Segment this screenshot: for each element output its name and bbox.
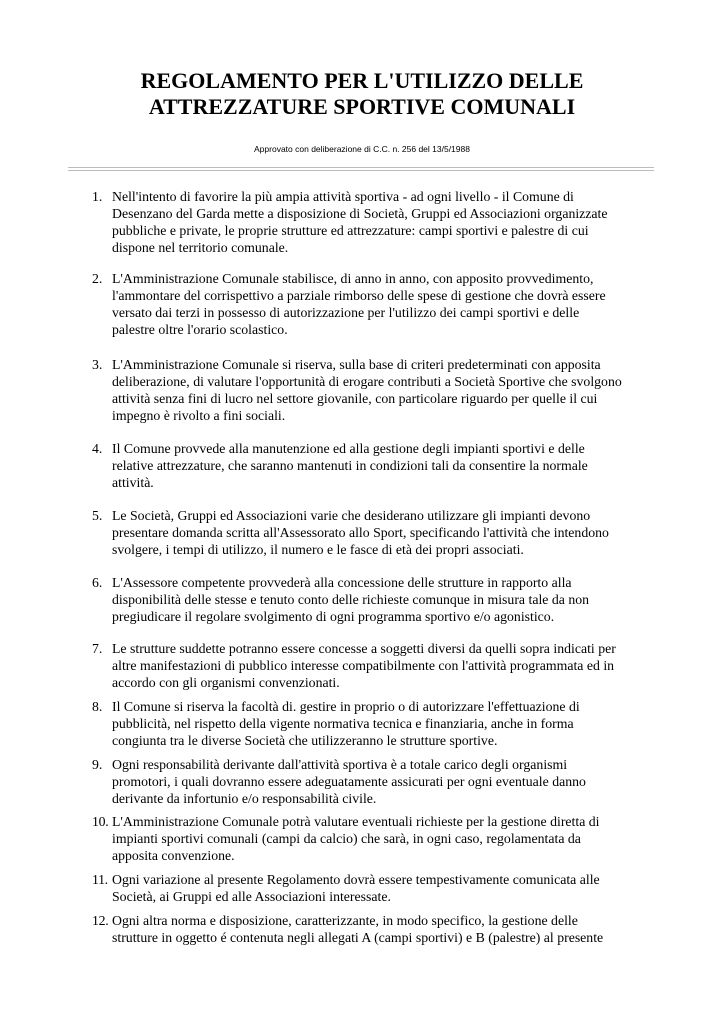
- item-text: L'Amministrazione Comunale si riserva, sulla base di criteri predeterminati con apposita deliberazione, di valutare l'opportunità di erogare contributi a Società Sportive che svolgono attività senza fini di lucro nel settore giovanile, con particolare riguardo per quelle il cui impegno è rivolto a fini sociali.: [112, 357, 622, 423]
- item-number: 5.: [92, 508, 103, 523]
- item-number: 11.: [92, 872, 108, 887]
- list-item: [92, 507, 652, 558]
- item-number: 10.: [92, 814, 109, 829]
- list-item: [92, 912, 652, 946]
- item-text: Le strutture suddette potranno essere concesse a soggetti diversi da quelli sopra indicati per altre manifestazioni di pubblico interesse compatibilmente con l'attività programmata ed in accordo con gli organismi convenzionati.: [112, 641, 616, 690]
- item-text: Ogni responsabilità derivante dall'attività sportiva è a totale carico degli organismi promotori, i quali dovranno essere adeguatamente assicurati per ogni eventuale danno derivante da infortunio e/o responsabilità civile.: [112, 757, 586, 806]
- item-text: Le Società, Gruppi ed Associazioni varie che desiderano utilizzare gli impianti devono presentare domanda scritta all'Assessorato allo Sport, specificando l'attività che intendono svolgere, i tempi di utilizzo, il numero e le fasce di età dei propri associati.: [112, 508, 609, 557]
- item-number: 1.: [92, 189, 103, 204]
- list-item: [92, 270, 652, 338]
- item-text: Nell'intento di favorire la più ampia attività sportiva - ad ogni livello - il Comune di Desenzano del Garda mette a disposizione di Società, Gruppi ed Associazioni organizzate pubbliche e private, le proprie strutture ed attrezzature: campi sportivi e palestre di cui dispone nel territorio comunale.: [112, 189, 608, 255]
- item-number: 2.: [92, 271, 103, 286]
- list-item: [92, 574, 652, 625]
- item-number: 4.: [92, 441, 103, 456]
- item-number: 7.: [92, 641, 103, 656]
- list-item: [92, 756, 652, 807]
- item-text: L'Assessore competente provvederà alla concessione delle strutture in rapporto alla disponibilità delle stesse e tenuto conto delle richieste comunque in misura tale da non pregiudicare il regolare svolgimento di ogni programma sportivo e/o agonistico.: [112, 575, 590, 624]
- item-number: 8.: [92, 699, 103, 714]
- item-text: Ogni altra norma e disposizione, caratterizzante, in modo specifico, la gestione delle strutture in oggetto é contenuta negli allegati A (campi sportivi) e B (palestre) al presente: [112, 913, 604, 945]
- title-line-2: ATTREZZATURE SPORTIVE COMUNALI: [148, 94, 576, 119]
- item-text: Ogni variazione al presente Regolamento dovrà essere tempestivamente comunicata alle Società, ai Gruppi ed alle Associazioni interessate.: [112, 872, 600, 904]
- title-line-1: REGOLAMENTO PER L'UTILIZZO DELLE: [140, 68, 584, 93]
- item-text: L'Amministrazione Comunale potrà valutare eventuali richieste per la gestione diretta di impianti sportivi comunali (campi da calcio) che sarà, in ogni caso, regolamentata da apposita convenzione.: [112, 814, 600, 863]
- list-item: [92, 640, 652, 691]
- list-item: [92, 356, 652, 424]
- item-number: 9.: [92, 757, 103, 772]
- item-text: Il Comune si riserva la facoltà di. gestire in proprio o di autorizzare l'effettuazione di pubblicità, nel rispetto della vigente normativa tecnica e finanziaria, anche in forma congiunta tra le diverse Società che utilizzeranno le strutture sportive.: [112, 699, 580, 748]
- item-text: Il Comune provvede alla manutenzione ed alla gestione degli impianti sportivi e delle relative attrezzature, che saranno mantenuti in condizioni tali da consentire la normale attività.: [112, 441, 588, 490]
- item-number: 12.: [92, 913, 109, 928]
- item-text: L'Amministrazione Comunale stabilisce, di anno in anno, con apposito provvedimento, l'ammontare del corrispettivo a parziale rimborso delle spese di gestione che dovrà essere versato dai terzi in possesso di autorizzazione per l'utilizzo dei campi sportivi e delle palestre oltre l'orario scolastico.: [112, 271, 606, 337]
- list-item: [92, 698, 652, 749]
- list-item: [92, 440, 652, 491]
- item-number: 3.: [92, 357, 103, 372]
- list-item: [92, 813, 652, 864]
- list-item: [92, 871, 652, 905]
- item-number: 6.: [92, 575, 103, 590]
- list-item: [92, 188, 652, 256]
- approval-note: Approvato con deliberazione di C.C. n. 256 del 13/5/1988: [254, 144, 470, 154]
